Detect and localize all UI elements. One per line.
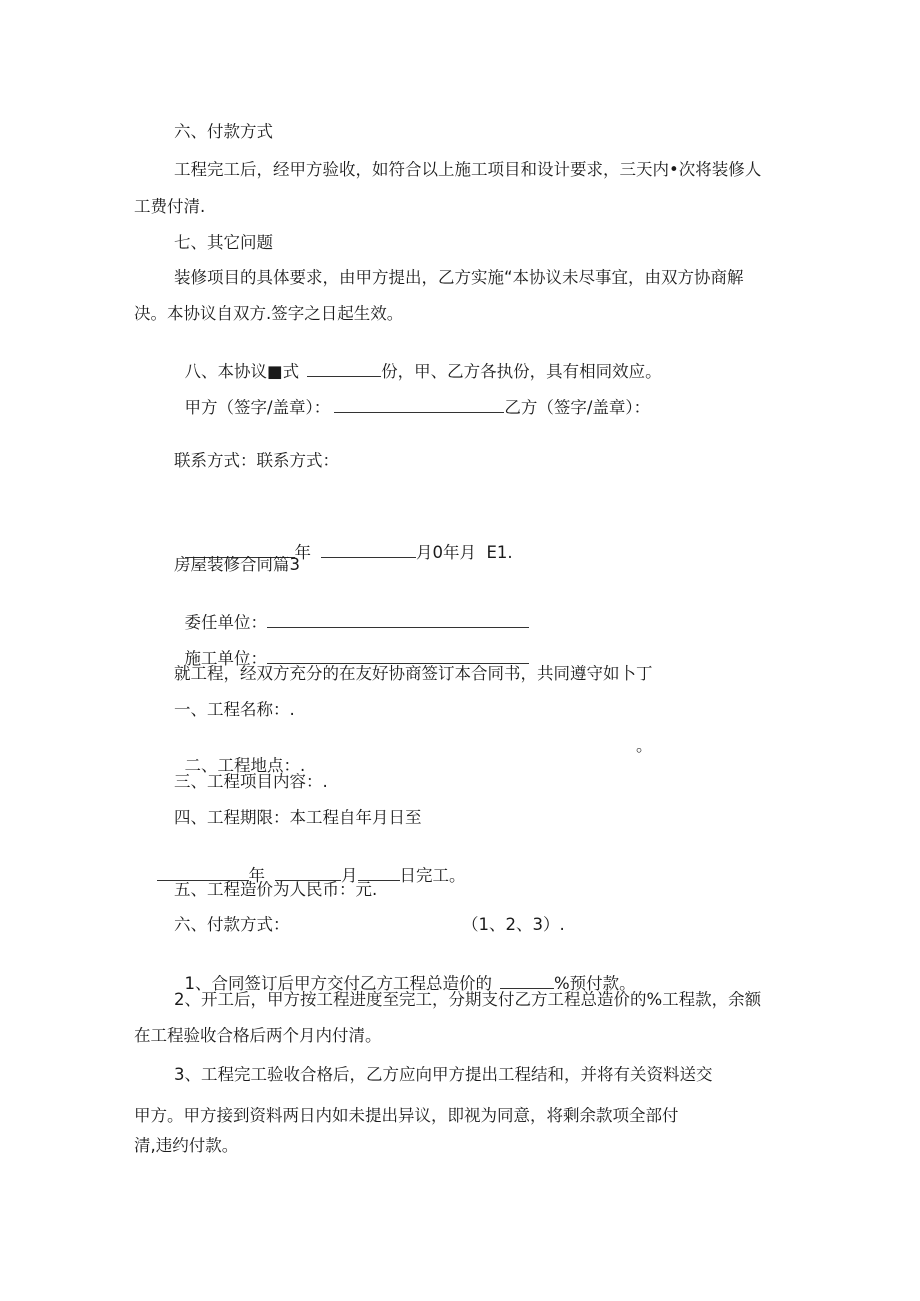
party-b-signature-label: 乙方（签字/盖章）： — [504, 398, 651, 417]
paragraph-line: 工费付清. — [134, 197, 206, 216]
paragraph-line: 在工程验收合格后两个月内付清。 — [134, 1026, 382, 1045]
date-text: 月0年月 E1. — [416, 543, 513, 562]
project-location-line — [174, 736, 305, 776]
paragraph-line: 3、工程完工验收合格后，乙方应向甲方提出工程结和，并将有关资料送交 — [174, 1065, 713, 1084]
completion-day-text: 日完工。 — [399, 866, 466, 885]
paragraph-line: 2、开工后，甲方按工程进度至完工，分期支付乙方工程总造价的%工程款，余额 — [174, 990, 762, 1009]
client-blank — [267, 612, 529, 628]
paragraph-line: 清,违约付款。 — [134, 1136, 239, 1155]
party-a-signature-label: 甲方（签字/盖章）： — [184, 398, 331, 417]
project-content-line: 三、工程项目内容：. — [174, 772, 328, 791]
project-name-line: 一、工程名称：. — [174, 700, 295, 719]
client-label: 委任单位： — [184, 613, 267, 632]
month-blank — [321, 542, 416, 558]
contract-title: 房屋装修合同篇3 — [174, 555, 300, 574]
section-heading-payment: 六、付款方式 — [174, 122, 273, 141]
contact-line: 联系方式：联系方式： — [174, 451, 339, 470]
paragraph-line: 决。本协议自双方.签字之日起生效。 — [134, 304, 404, 323]
section-heading-other: 七、其它问题 — [174, 233, 273, 252]
project-period-line: 四、工程期限：本工程自年月日至 — [174, 808, 422, 827]
completion-year-label: 年 — [248, 866, 265, 885]
party-a-signature-blank — [334, 397, 504, 413]
payment-method-label: 六、付款方式： — [174, 915, 290, 934]
client-line — [174, 592, 529, 633]
completion-month-blank — [275, 865, 341, 881]
prepayment-blank — [500, 973, 554, 989]
project-location-end: 。 — [636, 736, 653, 755]
contractor-label: 施工单位： — [184, 649, 267, 668]
prepayment-line — [174, 953, 636, 994]
year-label: 年 — [294, 543, 311, 562]
completion-month-label: 月 — [341, 866, 358, 885]
prepayment-suffix: %预付款。 — [554, 974, 636, 993]
copies-label: 八、本协议■式 — [184, 362, 300, 381]
paragraph-line: 甲方。甲方接到资料两日内如未提出异议，即视为同意，将剩余款项全部付 — [134, 1106, 679, 1125]
prepayment-text: 1、合同签订后甲方交付乙方工程总造价的 — [184, 974, 492, 993]
completion-year-blank — [157, 865, 249, 881]
preamble-line: 就工程，经双方充分的在友好协商签订本合同书，共同遵守如卜丁 — [174, 664, 653, 683]
contractor-line — [174, 628, 529, 669]
paragraph-line: 工程完工后，经甲方验收，如符合以上施工项目和设计要求，三天内•次将装修人 — [174, 160, 762, 179]
signature-line — [174, 377, 650, 418]
contractor-blank — [267, 648, 529, 664]
payment-method-options: （1、2、3）. — [462, 915, 565, 934]
project-location-label: 二、工程地点：. — [184, 756, 306, 775]
copies-text: 份，甲、乙方各执份，具有相同效应。 — [381, 362, 662, 381]
copies-blank — [307, 361, 381, 377]
copies-line — [174, 341, 662, 382]
price-line: 五、工程造价为人民币：元. — [174, 880, 378, 899]
paragraph-line: 装修项目的具体要求，由甲方提出，乙方实施“本协议未尽事宜，由双方协商解 — [174, 268, 744, 287]
completion-day-blank — [358, 865, 400, 881]
